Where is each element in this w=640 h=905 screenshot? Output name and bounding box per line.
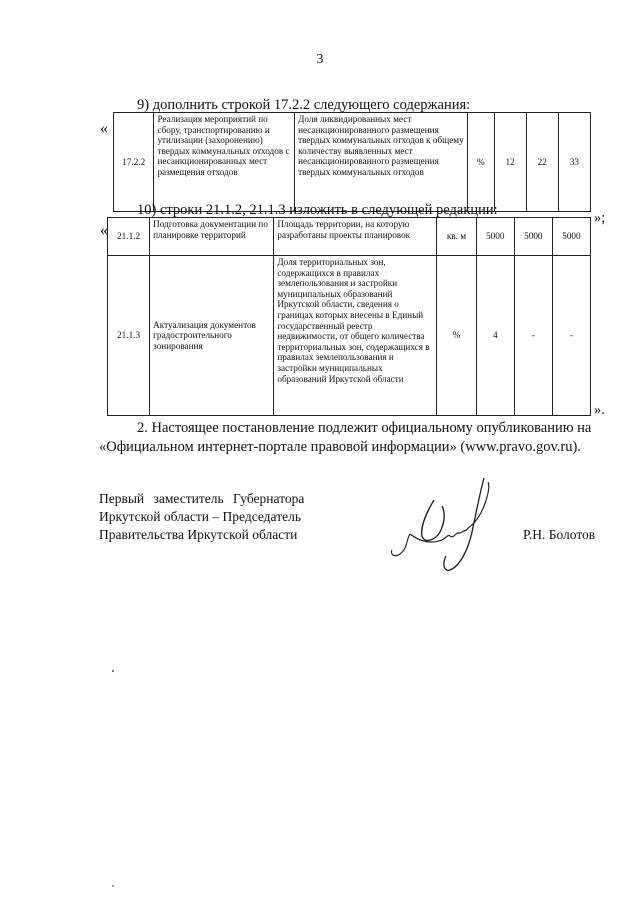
signatory-title-line-3: Правительства Иркутской области [99, 527, 298, 542]
cell-activity: Реализация мероприятий по сбору, транспортированию и утилизации (захоронению) твердых коммунальных отходов с несанкционированных мест размещения отходов [154, 113, 295, 212]
close-mark-10: ». [594, 402, 605, 418]
page-number: 3 [316, 52, 324, 67]
cell-value-2: - [514, 256, 552, 416]
scan-speck [112, 885, 114, 887]
table-item-9 [113, 112, 591, 212]
cell-num: 21.1.3 [108, 256, 150, 416]
cell-unit: % [437, 256, 476, 416]
cell-value-1: 12 [494, 113, 526, 212]
scan-speck [112, 670, 114, 672]
table-row [108, 256, 591, 416]
cell-num: 17.2.2 [114, 113, 154, 212]
cell-unit: кв. м [437, 218, 476, 256]
table-row [114, 113, 591, 212]
cell-value-3: 33 [558, 113, 590, 212]
cell-num: 21.1.2 [108, 218, 150, 256]
cell-value-3: 5000 [552, 218, 590, 256]
signatory-title-line-2: Иркутской области – Председатель [99, 509, 301, 524]
item-9-heading: 9) дополнить строкой 17.2.2 следующего содержания: [137, 97, 471, 113]
signatory-title-line-1: Первый заместитель Губернатора [99, 491, 305, 506]
cell-unit: % [468, 113, 494, 212]
open-quote-10: « [100, 222, 108, 239]
cell-value-2: 22 [526, 113, 558, 212]
cell-activity: Актуализация документов градостроительного зонирования [150, 256, 274, 416]
open-quote-9: « [100, 120, 108, 137]
paragraph-2-line-2: «Официальном интернет-портале правовой информации» (www.pravo.gov.ru). [99, 439, 581, 455]
handwritten-signature [380, 470, 520, 580]
paragraph-2-line-1: 2. Настоящее постановление подлежит официальному опубликованию на [137, 420, 592, 436]
cell-value-1: 5000 [476, 218, 514, 256]
table-row [108, 218, 591, 256]
cell-indicator: Доля ликвидированных мест несанкционированного размещения твердых коммунальных отходов к общему количеству выявленных мест несанкционированного размещения твердых коммунальных отходов [295, 113, 468, 212]
cell-value-3: - [552, 256, 590, 416]
signatory-name: Р.Н. Болотов [523, 527, 596, 542]
cell-indicator: Площадь территории, на которую разработаны проекты планировок [274, 218, 437, 256]
close-mark-9: »; [594, 210, 606, 226]
cell-indicator: Доля территориальных зон, содержащихся в правилах землепользования и застройки муниципальных образований Иркутской области, сведения о границах которых внесены в Единый государственный реестр недвижимости, от общего количества территориальных зон, содержащихся в правилах землепользования и застройки муниципальных образований Иркутской области [274, 256, 437, 416]
cell-value-2: 5000 [514, 218, 552, 256]
cell-value-1: 4 [476, 256, 514, 416]
cell-activity: Подготовка документации по планировке территорий [150, 218, 274, 256]
table-item-10 [107, 217, 591, 416]
item-10-heading: 10) строки 21.1.2, 21.1.3 изложить в следующей редакции: [137, 202, 498, 218]
